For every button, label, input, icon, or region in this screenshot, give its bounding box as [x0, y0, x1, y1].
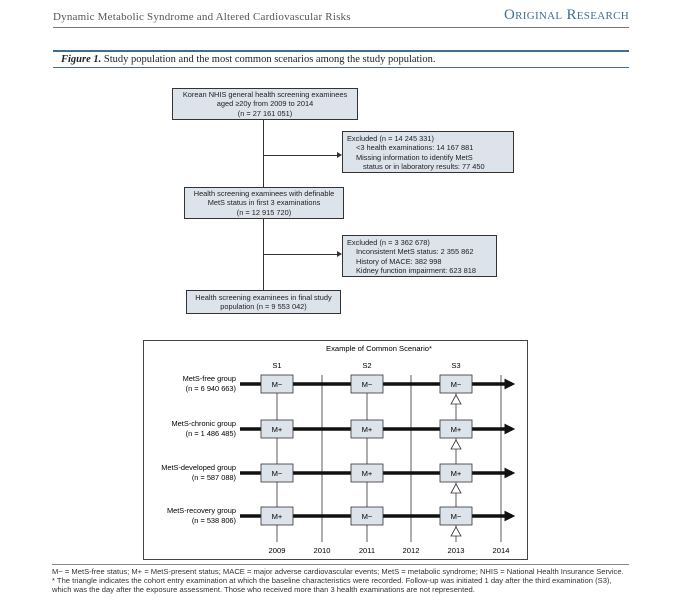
running-header-right: Original Research — [503, 7, 629, 23]
status-label: M− — [271, 380, 283, 389]
group-name: MetS-free group — [182, 374, 236, 383]
status-label: M− — [450, 512, 462, 521]
year-label: 2010 — [313, 546, 331, 555]
group-count: (n = 587 088) — [191, 473, 236, 482]
year-label: 2014 — [492, 546, 510, 555]
excl1-line1: Excluded (n = 14 245 331) — [347, 134, 434, 143]
screening-label: S1 — [272, 361, 282, 370]
excl1-line3: Missing information to identify MetS — [356, 152, 473, 162]
footnote-triangle: * The triangle indicates the cohort entry examination at which the baseline characteristics were recorded. Follow-up was initiated 1 day after the third examination (S3), which was the day after the exposure assessment. Those who received more than 3 health examinations are not represented. — [52, 576, 612, 594]
status-label: M− — [271, 469, 283, 478]
status-label: M− — [450, 380, 462, 389]
box3-line2: population (n = 9 553 042) — [220, 302, 307, 312]
screening-label: S2 — [362, 361, 372, 370]
figure-title: Study population and the most common scenarios among the study population. — [103, 54, 436, 65]
entry-triangle-icon — [451, 395, 461, 404]
scenario-title: Example of Common Scenario* — [326, 344, 432, 353]
box2-line3: (n = 12 915 720) — [236, 207, 292, 217]
running-header-left: Dynamic Metabolic Syndrome and Altered Cardiovascular Risks — [53, 11, 351, 23]
excl2-line1: Excluded (n = 3 362 678) — [347, 238, 430, 247]
group-count: (n = 6 940 663) — [185, 384, 236, 393]
group-name: MetS-developed group — [161, 463, 236, 472]
status-label: M+ — [450, 425, 462, 434]
excl2-line2: Inconsistent MetS status: 2 355 862 — [356, 247, 474, 257]
year-label: 2011 — [358, 546, 376, 555]
year-label: 2012 — [402, 546, 420, 555]
entry-triangle-icon — [451, 484, 461, 493]
screening-label: S3 — [451, 361, 461, 370]
excl2-line3: History of MACE: 382 998 — [356, 256, 442, 266]
status-label: M+ — [450, 469, 462, 478]
excl1-line4: status or in laboratory results: 77 450 — [363, 161, 485, 171]
box3-line1: Health screening examinees in final study — [195, 293, 332, 302]
box1-line3: (n = 27 161 051) — [237, 108, 293, 118]
box1-line1: Korean NHIS general health screening examinees — [182, 90, 348, 99]
year-label: 2009 — [268, 546, 286, 555]
status-label: M− — [361, 380, 373, 389]
group-name: MetS-recovery group — [166, 506, 236, 515]
status-label: M− — [361, 512, 373, 521]
figure-label: Figure 1. — [61, 54, 102, 65]
year-label: 2013 — [447, 546, 465, 555]
status-label: M+ — [271, 512, 283, 521]
box2-line2: MetS status in first 3 examinations — [207, 198, 321, 208]
entry-triangle-icon — [451, 527, 461, 536]
group-count: (n = 1 486 485) — [185, 429, 236, 438]
entry-triangle-icon — [451, 440, 461, 449]
footnote — [52, 567, 629, 594]
group-count: (n = 538 806) — [191, 516, 236, 525]
group-name: MetS-chronic group — [171, 419, 236, 428]
status-label: M+ — [271, 425, 283, 434]
excl2-line4: Kidney function impairment: 623 818 — [356, 265, 476, 275]
box2-line1: Health screening examinees with definable — [193, 189, 335, 198]
box1-line2: aged ≥20y from 2009 to 2014 — [216, 99, 314, 109]
excl1-line2: <3 health examinations: 14 167 881 — [356, 143, 474, 153]
abbreviations: M− = MetS-free status; M+ = MetS-present status; MACE = major adverse cardiovascular events; MetS = metabolic syndrome; NHIS = National Health Insurance Service. — [52, 567, 624, 576]
status-label: M+ — [361, 469, 373, 478]
status-label: M+ — [361, 425, 373, 434]
footnote-rule — [52, 564, 629, 565]
